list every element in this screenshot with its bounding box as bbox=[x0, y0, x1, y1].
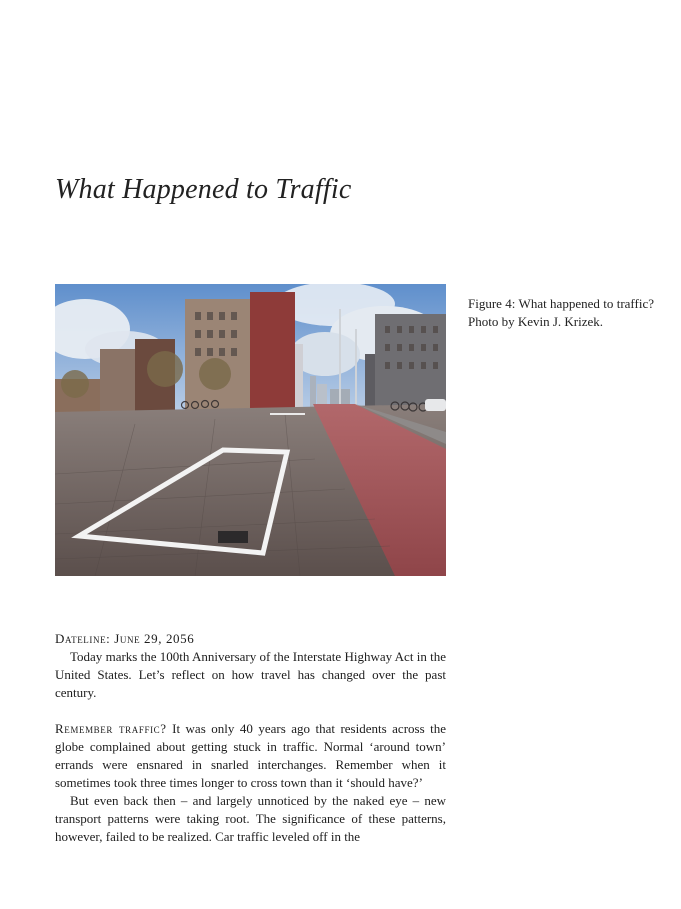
dateline-paragraph: Today marks the 100th Anniversary of the Interstate Highway Act in the United States. Let’s reflect on how travel has changed over the past century. bbox=[55, 649, 446, 700]
figure-caption: Figure 4: What happened to traffic? Photo by Kevin J. Krizek. bbox=[468, 296, 654, 329]
page-title: What Happened to Traffic bbox=[55, 174, 352, 205]
figure-photo bbox=[55, 284, 446, 576]
article-body bbox=[55, 630, 446, 846]
dateline bbox=[55, 630, 446, 648]
section-paragraph-1 bbox=[55, 720, 446, 792]
section-paragraph-2: But even back then – and largely unnoticed by the naked eye – new transport patterns were taking root. The significance of these patterns, however, failed to be realized. Car traffic leveled off in the bbox=[55, 793, 446, 844]
section-paragraph-1-text: It was only 40 years ago that residents across the globe complained about getting stuck in traffic. Normal ‘around town’ errands were ensnared in snarled interchanges. Remember when it sometimes took three times longer to cross town than it ‘should have?’ bbox=[55, 721, 447, 790]
section-lead: Remember traffic? bbox=[55, 721, 167, 736]
street-photo-illustration bbox=[55, 284, 446, 576]
dateline-label: Dateline: June 29, 2056 bbox=[55, 631, 195, 646]
